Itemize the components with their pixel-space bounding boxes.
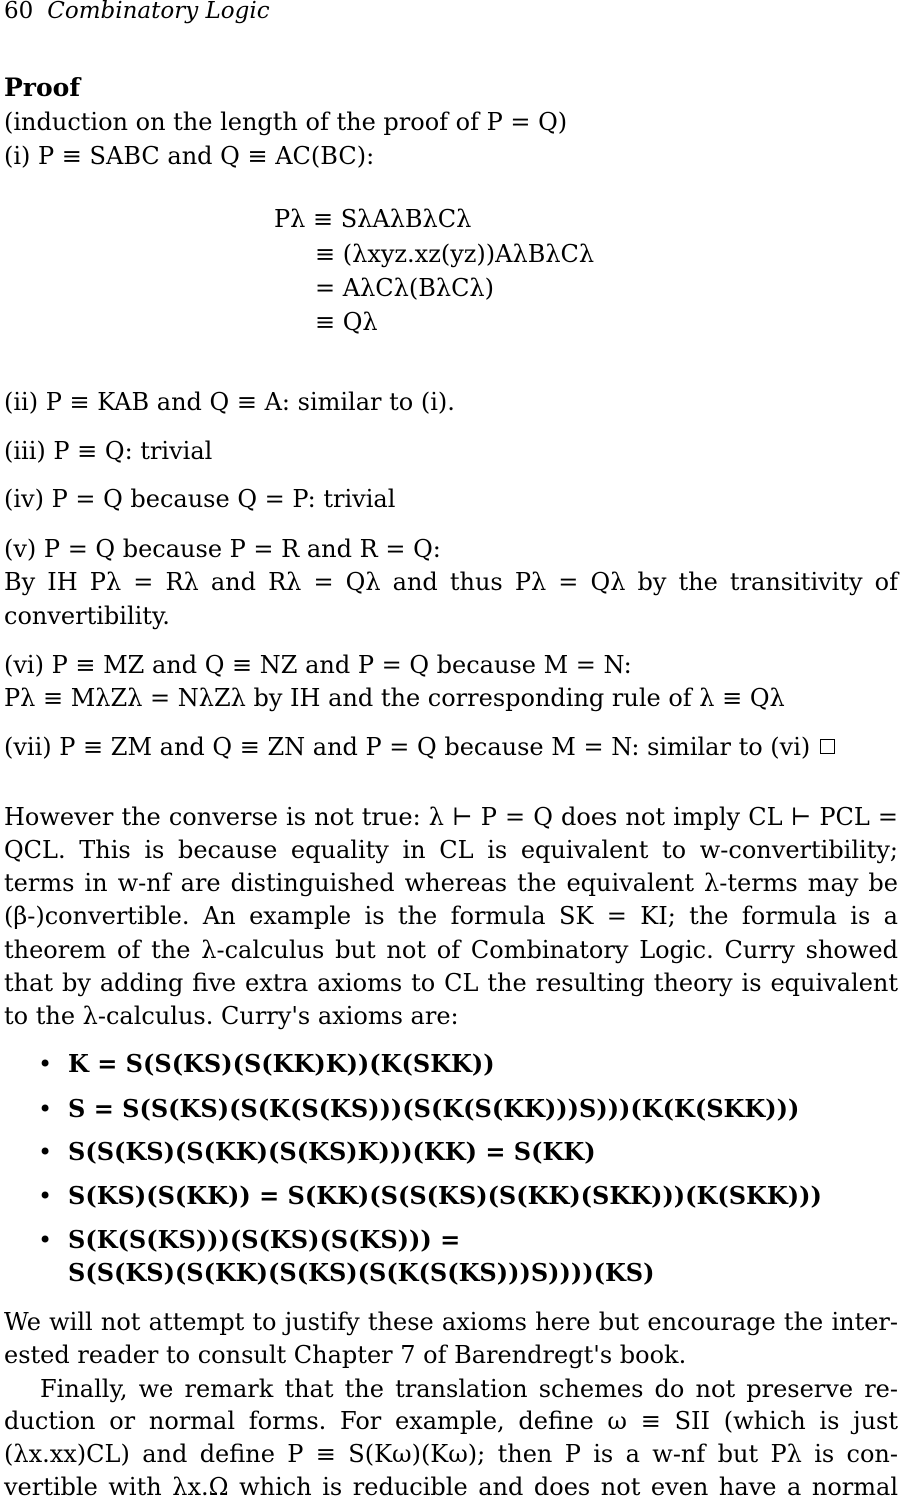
running-header: [4, 0, 270, 26]
case-vii: [4, 732, 835, 762]
axiom-1: K = S(S(KS)(S(KK)K))(K(SKK)): [68, 1049, 495, 1078]
page-number: 60: [4, 0, 34, 24]
paragraph1-line: QCL. This is because equality in CL is equivalent to w-convertibility;: [4, 836, 898, 864]
axiom-5-line-1: S(K(S(KS)))(S(KS)(S(KS))) =: [68, 1225, 461, 1254]
axiom-4: S(KS)(S(KK)) = S(KK)(S(S(KS)(S(KK)(SKK)))(K(SKK))): [68, 1181, 822, 1210]
paragraph1-line: that by adding five extra axioms to CL the resulting theory is equivalent: [4, 969, 898, 997]
paragraph1-line: (β-)convertible. An example is the formula SK = KI; the formula is a: [4, 902, 898, 930]
paragraph1-line: However the converse is not true: λ ⊢ P = Q does not imply CL ⊢ PCL =: [4, 803, 898, 831]
paragraph3-line: duction or normal forms. For example, define ω ≡ SII (which is just: [4, 1407, 898, 1435]
case-v-body-end: convertibility.: [4, 602, 170, 630]
case-vii-text: (vii) P ≡ ZM and Q ≡ ZN and P = Q because M = N: similar to (vi): [4, 733, 811, 761]
case-iv: (iv) P = Q because Q = P: trivial: [4, 485, 396, 513]
case-i: (i) P ≡ SABC and Q ≡ AC(BC):: [4, 142, 375, 170]
proof-intro: (induction on the length of the proof of P = Q): [4, 108, 568, 136]
axiom-3: S(S(KS)(S(KK)(S(KS)K)))(KK) = S(KK): [68, 1137, 596, 1166]
proof-heading: Proof: [4, 73, 81, 102]
case-v: (v) P = Q because P = R and R = Q:: [4, 535, 441, 563]
paragraph1-line: theorem of the λ-calculus but not of Combinatory Logic. Curry showed: [4, 936, 898, 964]
paragraph1-line: to the λ-calculus. Curry's axioms are:: [4, 1002, 459, 1030]
paragraph2-line: We will not attempt to justify these axioms here but encourage the inter-: [4, 1308, 898, 1336]
bullet-icon: •: [38, 1095, 53, 1123]
bullet-icon: •: [38, 1182, 53, 1210]
bullet-icon: •: [38, 1138, 53, 1166]
case-iii: (iii) P ≡ Q: trivial: [4, 437, 213, 465]
derivation-line-2: ≡ (λxyz.xz(yz))AλBλCλ: [315, 240, 595, 268]
paragraph2-line: ested reader to consult Chapter 7 of Barendregt's book.: [4, 1341, 687, 1369]
case-v-body: By IH Pλ = Rλ and Rλ = Qλ and thus Pλ = Qλ by the transitivity of: [4, 568, 898, 596]
derivation-line-4: ≡ Qλ: [315, 308, 378, 336]
axiom-2: S = S(S(KS)(S(K(S(KS)))(S(K(S(KK)))S)))(K(K(SKK))): [68, 1094, 800, 1123]
running-title: Combinatory Logic: [47, 0, 270, 24]
paragraph3-line: vertible with λx.Ω which is reducible and does not even have a normal: [4, 1473, 898, 1501]
bullet-icon: •: [38, 1226, 53, 1254]
paragraph3-line: Finally, we remark that the translation schemes do not preserve re-: [40, 1375, 898, 1403]
case-vi: (vi) P ≡ MZ and Q ≡ NZ and P = Q because M = N:: [4, 651, 632, 679]
case-ii: (ii) P ≡ KAB and Q ≡ A: similar to (i).: [4, 388, 455, 416]
bullet-icon: •: [38, 1050, 53, 1078]
case-vi-body: Pλ ≡ MλZλ = NλZλ by IH and the corresponding rule of λ ≡ Qλ: [4, 684, 785, 712]
paragraph1-line: terms in w-nf are distinguished whereas the equivalent λ-terms may be: [4, 869, 898, 897]
derivation-line-1: Pλ ≡ SλAλBλCλ: [274, 205, 472, 233]
axiom-5-line-2: S(S(KS)(S(KK)(S(KS)(S(K(S(KS)))S))))(KS): [68, 1258, 655, 1287]
paragraph3-line: (λx.xx)CL) and define P ≡ S(Kω)(Kω); then P is a w-nf but Pλ is con-: [4, 1440, 898, 1468]
derivation-line-3: = AλCλ(BλCλ): [315, 274, 495, 302]
qed-box-icon: [820, 739, 835, 754]
